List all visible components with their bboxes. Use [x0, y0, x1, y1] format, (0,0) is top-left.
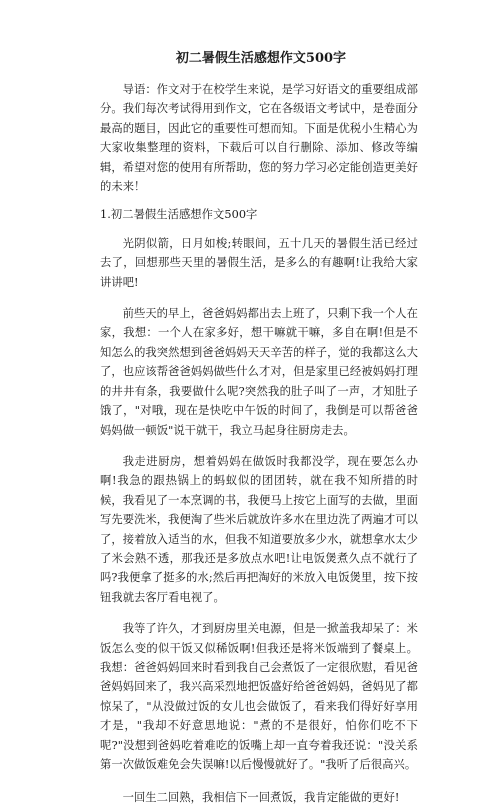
- body-paragraph-2: 前些天的早上，爸爸妈妈都出去上班了，只剩下我一个人在家，我想：一个人在家多好，想干嘛就干嘛，多自在啊!但是不知怎么的我突然想到爸爸妈妈天天辛苦的样子，觉的我都这么大了，也应该帮爸爸妈妈做些什么才对，但是家里已经被妈妈打理的井井有条，我要做什么呢?突然我的肚子叫了一声，才知肚子饿了，"对哦，现在是快吃中午饭的时间了，我倒是可以帮爸爸妈妈做一顿饭"说干就干，我立马起身往厨房走去。: [100, 307, 418, 437]
- body-paragraph-4: 我等了许久，才到厨房里关电源，但是一掀盖我却呆了：米饭怎么变的似干饭又似稀饭啊!但我还是将米饭端到了餐桌上。我想：爸爸妈妈回来时看到我自己会煮饭了一定很欣慰，看见爸爸妈妈回来了，我兴高采烈地把饭盛好给爸爸妈妈，爸妈见了都惊呆了，"从没做过饭的女儿也会做饭了，看来我们得好好享用才是，"我却不好意思地说："煮的不是很好，怕你们吃不下呢?"没想到爸妈吃着难吃的饭嘴上却一直夸着我还说："没关系第一次做饭难免会失误嘛!以后慢慢就好了。"我听了后很高兴。: [100, 622, 418, 771]
- body-paragraph-1: 光阴似箭，日月如梭;转眼间，五十几天的暑假生活已经过去了，回想那些天里的暑假生活，是多么的有趣啊!让我给大家讲讲吧!: [100, 236, 418, 289]
- intro-paragraph: 导语：作文对于在校学生来说，是学习好语文的重要组成部分。我们每次考试得用到作文，它在各级语文考试中，是卷面分最高的题目，因此它的重要性可想而知。下面是优税小生精心为大家收集整理的资料，下载后可以自行删除、添加、修改等编辑，希望对您的使用有所帮助，您的努力学习必定能创造更美好的未来！: [100, 83, 418, 194]
- document-title: 初二暑假生活感想作文500字: [175, 51, 347, 66]
- body-paragraph-3: 我走进厨房，想着妈妈在做饭时我都没学，现在要怎么办啊!我急的跟热锅上的蚂蚁似的团团转，就在我不知所措的时候，我看见了一本烹调的书，我便马上按它上面写的去做，里面写先要洗米，我便淘了些米后就放许多水在里边洗了两遍才可以了，接着放入适当的水，但我不知道要放多少水，就想拿水太少了米会熟不透，那我还是多放点水吧!让电饭煲煮久点不就行了吗?我便拿了挺多的水;然后再把淘好的米放入电饭煲里，按下按钮我就去客厅看电视了。: [100, 454, 418, 604]
- body-paragraph-5: 一回生二回熟，我相信下一回煮饭，我肯定能做的更好!: [122, 791, 400, 805]
- section-heading: 1.初二暑假生活感想作文500字: [100, 208, 258, 222]
